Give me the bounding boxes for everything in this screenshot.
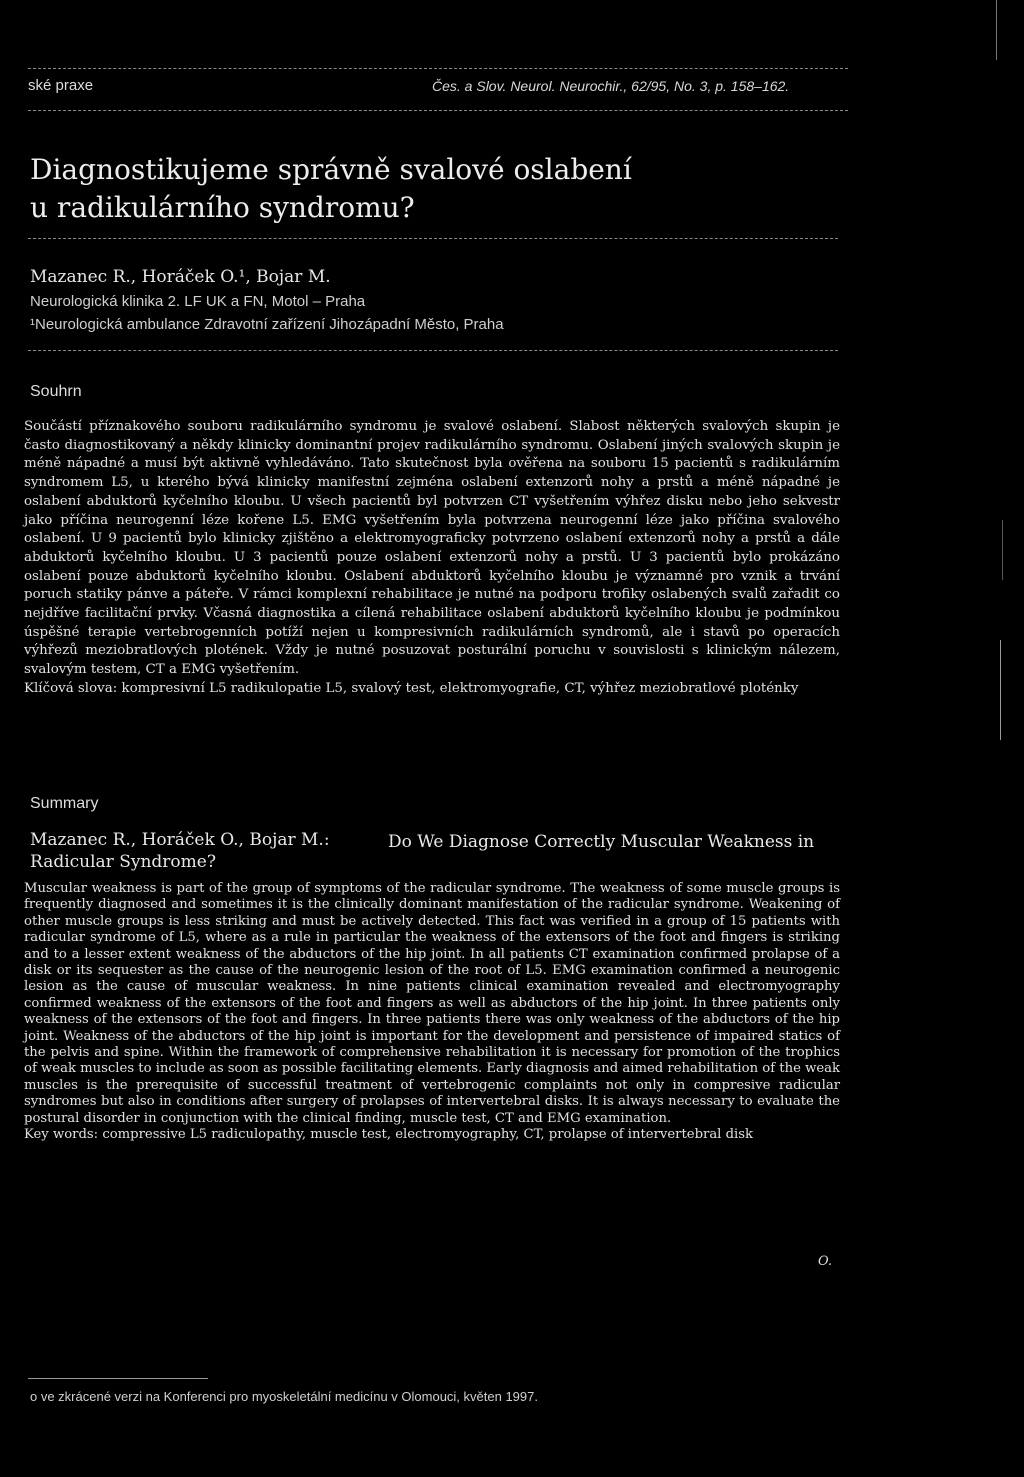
abstract-heading: Souhrn	[30, 383, 82, 400]
summary-text: Muscular weakness is part of the group of symptoms of the radicular syndrome. The weakness of some muscle groups is frequently diagnosed and sometimes it is the clinically dominant manifestation of the radicular syndrome. Weakening of other muscle groups is less striking and must be actively detected. This fact was verified in a group of 15 patients with radicular syndrome of L5, where as a rule in particular the weakness of the extensors of the foot and fingers is striking and to a lesser extent weakness of the abductors of the hip joint. In all patients CT examination confirmed prolapse of a disk or its sequester as the cause of the neurogenic lesion of the root of L5. EMG examination confirmed a neurogenic lesion as the cause of muscular weakness. In nine patients clinical examination revealed and electromyography confirmed weakness of the extensors of the foot and fingers as well as abductors of the hip joint. In three patients only weakness of the extensors of the foot and fingers. In three patients there was only weakness of the abductors of the hip joint. Weakness of the abductors of the hip joint is important for the development and persistence of impaired statics of the pelvis and spine. Within the framework of comprehensive rehabilitation it is necessary for promotion of the trophics of weak muscles to include as soon as possible facilitating elements. Early diagnosis and aimed rehabilitation of the weak muscles is the prerequisite of successful treatment of vertebrogenic complaints not only in compresive radicular syndromes but also in conditions after surgery of prolapses of intervertebral disks. It is always necessary to evaluate the postural disorder in conjunction with the clinical finding, muscle test, CT and EMG examination.	[24, 881, 841, 1126]
affiliation-rule	[28, 350, 838, 351]
footnote: o ve zkrácené verzi na Konferenci pro myoskeletální medicínu v Olomouci, květen 1997.	[30, 1389, 538, 1404]
summary-authors	[30, 829, 370, 873]
article-title-line-1: Diagnostikujeme správně svalové oslabení	[30, 153, 632, 186]
scan-edge-line	[1000, 640, 1001, 740]
affiliation-1: Neurologická klinika 2. LF UK a FN, Motol – Praha	[30, 293, 366, 310]
summary-title-line-1: Do We Diagnose Correctly Muscular Weakness in	[388, 832, 815, 852]
running-header: ské praxe	[28, 77, 94, 94]
article-title-line-2: u radikulárního syndromu?	[30, 191, 415, 224]
summary-title-line-2: Radicular Syndrome?	[30, 852, 216, 872]
scan-edge-line	[1002, 520, 1003, 580]
journal-citation: Čes. a Slov. Neurol. Neurochir., 62/95, No. 3, p. 158–162.	[432, 78, 790, 94]
summary-heading: Summary	[30, 795, 99, 812]
title-rule	[28, 238, 838, 239]
author-list: Mazanec R., Horáček O.¹, Bojar M.	[30, 267, 331, 287]
header-rule	[28, 110, 848, 111]
signoff: O.	[818, 1254, 833, 1269]
summary-body	[24, 881, 840, 1144]
scan-edge-line	[996, 0, 997, 60]
affiliation-2: ¹Neurologická ambulance Zdravotní zařízení Jihozápadní Město, Praha	[30, 316, 504, 333]
summary-author-list: Mazanec R., Horáček O., Bojar M.:	[30, 830, 330, 850]
footnote-rule	[28, 1378, 208, 1379]
top-rule	[28, 68, 848, 69]
abstract-text: Součástí příznakového souboru radikulárního syndromu je svalové oslabení. Slabost některých svalových skupin je často diagnostikovaný a někdy klinicky dominantní projev radikulárního syndromu. Oslabení jiných svalových skupin je méně nápadné a musí být aktivně vyhledáváno. Tato skutečnost byla ověřena na souboru 15 pacientů s radikulárním syndromem L5, u kterého bývá klinicky manifestní zejména oslabení extenzorů nohy a prstů a méně nápadné je oslabení abduktorů kyčelního kloubu. U všech pacientů byl potvrzen CT vyšetřením výhřez disku nebo jeho sekvestr jako příčina neurogenní léze kořene L5. EMG vyšetřením byla potvrzena neurogenní léze jako příčina svalového oslabení. U 9 pacientů bylo klinicky zjištěno a elektromyograficky potvrzeno oslabení extenzorů nohy a prstů a dále abduktorů kyčelního kloubu. U 3 pacientů pouze oslabení extenzorů nohy a prstů. U 3 pacientů bylo prokázáno oslabení pouze abduktorů kyčelního kloubu. Oslabení abduktorů kyčelního kloubu je významné pro vznik a trvání poruch statiky pánve a páteře. V rámci komplexní rehabilitace je nutné na podporu trofiky oslabených svalů zařadit co nejdříve facilitační prvky. Včasná diagnostika a cílená rehabilitace oslabení abduktorů kyčelního kloubu je podmínkou úspěšné terapie vertebrogenních potíží nejen u kompresivních radikulárních syndromů, ale i stavů po operacích výhřezů meziobratlových plotének. Vždy je nutné posuzovat posturální poruchu v souvislosti s klinickým nálezem, svalovým testem, CT a EMG vyšetřením.	[24, 419, 840, 678]
abstract-body	[24, 418, 840, 699]
abstract-keywords: Klíčová slova: kompresivní L5 radikulopatie L5, svalový test, elektromyografie, CT, výhřez meziobratlové ploténky	[24, 680, 799, 696]
summary-keywords: Key words: compressive L5 radiculopathy, muscle test, electromyography, CT, prolapse of intervertebral disk	[24, 1127, 754, 1143]
